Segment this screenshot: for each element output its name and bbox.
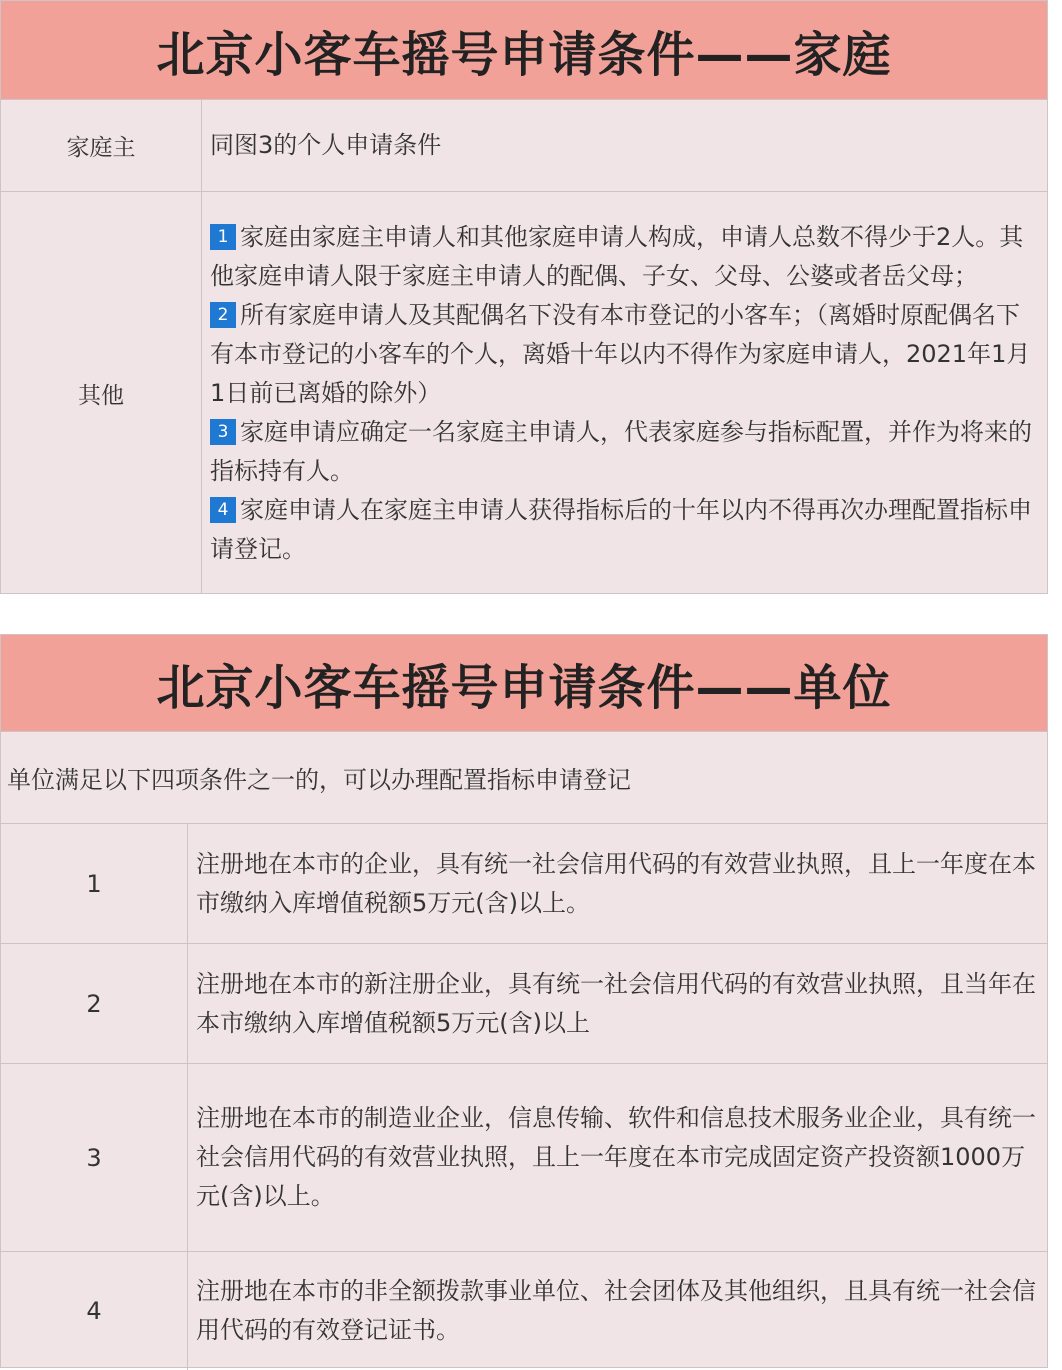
table-row (1, 944, 1047, 1064)
number-badge-icon: 1 (210, 224, 236, 250)
number-badge-icon: 3 (210, 419, 236, 445)
row-content (202, 192, 1047, 594)
list-item-text: 所有家庭申请人及其配偶名下没有本市登记的小客车；（离婚时原配偶名下有本市登记的小客车的个人，离婚十年以内不得作为家庭申请人，2021年1月1日前已离婚的除外） (210, 300, 1031, 407)
row-content: 注册地在本市的制造业企业，信息传输、软件和信息技术服务业企业，具有统一社会信用代码的有效营业执照，且上一年度在本市完成固定资产投资额1000万元(含)以上。 (196, 1104, 1036, 1210)
row-content: 注册地在本市的非全额拨款事业单位、社会团体及其他组织，且具有统一社会信用代码的有效登记证书。 (196, 1277, 1036, 1344)
list-item-text: 家庭申请应确定一名家庭主申请人，代表家庭参与指标配置，并作为将来的指标持有人。 (210, 417, 1032, 485)
row-number: 2 (1, 944, 188, 1063)
table-row (1, 824, 1047, 944)
row-number: 3 (1, 1064, 188, 1251)
family-title: 北京小客车摇号申请条件——家庭 (1, 1, 1047, 100)
row-label: 家庭主 (1, 100, 202, 191)
list-item (210, 218, 1037, 296)
row-number: 4 (1, 1252, 188, 1370)
row-content: 注册地在本市的新注册企业，具有统一社会信用代码的有效营业执照，且当年在本市缴纳入库增值税额5万元(含)以上 (196, 969, 1036, 1037)
table-row-others (1, 192, 1047, 594)
list-item (210, 413, 1037, 491)
row-content: 同图3的个人申请条件 (210, 131, 442, 159)
row-number: 1 (1, 824, 188, 943)
list-item (210, 296, 1037, 413)
family-conditions-table (0, 0, 1048, 594)
list-item-text: 家庭由家庭主申请人和其他家庭申请人构成，申请人总数不得少于2人。其他家庭申请人限于家庭主申请人的配偶、子女、父母、公婆或者岳父母； (210, 222, 1024, 290)
row-content: 注册地在本市的企业，具有统一社会信用代码的有效营业执照，且上一年度在本市缴纳入库增值税额5万元(含)以上。 (196, 849, 1036, 917)
table-row (1, 1252, 1047, 1370)
unit-conditions-table (0, 634, 1048, 1368)
number-badge-icon: 4 (210, 497, 236, 523)
list-item (210, 491, 1037, 569)
unit-title: 北京小客车摇号申请条件——单位 (1, 635, 1047, 732)
row-label: 其他 (1, 192, 202, 594)
table-row (1, 1064, 1047, 1252)
unit-intro: 单位满足以下四项条件之一的，可以办理配置指标申请登记 (1, 732, 1047, 824)
list-item-text: 家庭申请人在家庭主申请人获得指标后的十年以内不得再次办理配置指标申请登记。 (210, 495, 1032, 563)
number-badge-icon: 2 (210, 302, 236, 328)
table-row-head-of-family (1, 100, 1047, 192)
